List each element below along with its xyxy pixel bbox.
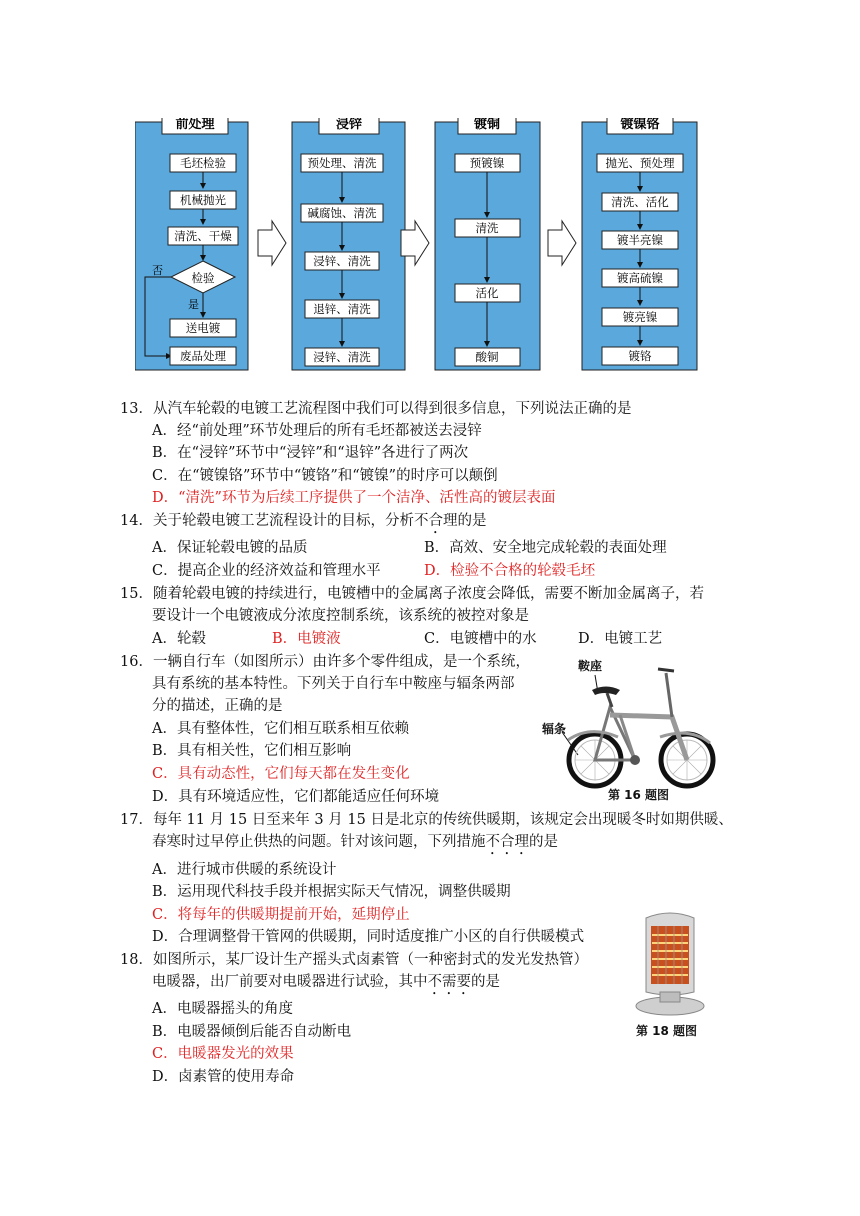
svg-text:镀铜: 镀铜 — [473, 118, 501, 132]
q16-option-d[interactable]: D．具有环境适应性，它们都能适应任何环境 — [152, 789, 440, 805]
question-16-stem: 16．一辆自行车（如图所示）由许多个零件组成，是一个系统， — [120, 654, 530, 670]
q15-option-d[interactable]: D．电镀工艺 — [578, 631, 663, 647]
svg-text:清洗、干燥: 清洗、干燥 — [174, 229, 232, 243]
heater-illustration — [630, 910, 710, 1018]
svg-text:否: 否 — [152, 264, 163, 277]
svg-text:清洗、活化: 清洗、活化 — [611, 195, 669, 209]
q18-option-d[interactable]: D．卤素管的使用寿命 — [152, 1069, 295, 1085]
q18-option-b[interactable]: B．电暖器倾倒后能否自动断电 — [152, 1024, 352, 1040]
svg-text:预镀镍: 预镀镍 — [469, 156, 505, 170]
spoke-label: 辐条 — [542, 722, 567, 736]
q16-option-c[interactable]: C．具有动态性，它们每天都在发生变化 — [152, 766, 410, 782]
svg-text:镀铬: 镀铬 — [628, 349, 652, 363]
q13-option-c[interactable]: C．在“镀镍铬”环节中“镀铬”和“镀镍”的时序可以颠倒 — [152, 468, 498, 484]
svg-text:活化: 活化 — [475, 286, 499, 300]
svg-text:镀半亮镍: 镀半亮镍 — [617, 233, 663, 247]
q14-option-d[interactable]: D．检验不合格的轮毂毛坯 — [424, 563, 596, 579]
svg-text:送电镀: 送电镀 — [185, 321, 221, 335]
svg-text:酸铜: 酸铜 — [475, 350, 499, 364]
q17-option-d[interactable]: D．合理调整骨干管网的供暖期，同时适度推广小区的自行供暖模式 — [152, 929, 585, 945]
stage-copper — [435, 118, 540, 370]
figure-16-caption: 第 16 题图 — [608, 788, 670, 802]
svg-text:碱腐蚀、清洗: 碱腐蚀、清洗 — [307, 206, 377, 220]
svg-text:检验: 检验 — [191, 271, 215, 285]
svg-text:浸锌、清洗: 浸锌、清洗 — [313, 350, 371, 364]
svg-text:退锌、清洗: 退锌、清洗 — [313, 302, 371, 316]
svg-text:镀亮镍: 镀亮镍 — [622, 310, 658, 324]
question-16-stem-line3: 分的描述，正确的是 — [152, 698, 283, 714]
q15-option-b[interactable]: B．电镀液 — [272, 631, 341, 647]
q17-option-a[interactable]: A．进行城市供暖的系统设计 — [152, 862, 337, 878]
svg-text:镀镍铬: 镀镍铬 — [620, 118, 660, 132]
q13-option-b[interactable]: B．在“浸锌”环节中“浸锌”和“退锌”各进行了两次 — [152, 445, 469, 461]
q18-option-a[interactable]: A．电暖器摇头的角度 — [152, 1001, 293, 1017]
question-16-stem-line2: 具有系统的基本特性。下列关于自行车中鞍座与辐条两部 — [152, 676, 515, 692]
q14-option-b[interactable]: B．高效、安全地完成轮毂的表面处理 — [424, 540, 667, 556]
bicycle-figure — [540, 655, 730, 805]
svg-text:毛坯检验: 毛坯检验 — [180, 156, 226, 170]
stage-pretreatment — [135, 118, 248, 370]
q14-option-c[interactable]: C．提高企业的经济效益和管理水平 — [152, 563, 381, 579]
flowchart-svg — [135, 118, 735, 373]
svg-text:是: 是 — [188, 298, 199, 311]
svg-text:浸锌: 浸锌 — [335, 118, 363, 132]
q15-option-c[interactable]: C．电镀槽中的水 — [424, 631, 537, 647]
stage-nickel-chrome — [582, 118, 697, 370]
stage-title: 前处理 — [175, 118, 215, 132]
process-flowchart — [135, 118, 735, 373]
question-18-stem-line2: 电暖器，出厂前要对电暖器进行试验，其中不需要的是 — [152, 974, 500, 990]
question-15-stem: 15．随着轮毂电镀的持续进行，电镀槽中的金属离子浓度会降低，需要不断加金属离子，若 — [120, 586, 704, 602]
svg-text:镀高硫镍: 镀高硫镍 — [617, 271, 663, 285]
saddle-label: 鞍座 — [578, 659, 603, 673]
figure-18-caption: 第 18 题图 — [636, 1024, 698, 1038]
q17-option-b[interactable]: B．运用现代科技手段并根据实际天气情况，调整供暖期 — [152, 884, 511, 900]
q18-option-c[interactable]: C．电暖器发光的效果 — [152, 1046, 294, 1062]
question-17-stem-line2: 春寒时过早停止供热的问题。针对该问题，下列措施不合理的是 — [152, 834, 558, 850]
svg-text:清洗: 清洗 — [475, 221, 499, 235]
question-14-stem: 14．关于轮毂电镀工艺流程设计的目标，分析不合理的是 — [120, 513, 487, 529]
svg-text:抛光、预处理: 抛光、预处理 — [605, 156, 675, 170]
question-15-stem-line2: 要设计一个电镀液成分浓度控制系统，该系统的被控对象是 — [152, 608, 529, 624]
q14-option-a[interactable]: A．保证轮毂电镀的品质 — [152, 540, 308, 556]
q17-option-c[interactable]: C．将每年的供暖期提前开始，延期停止 — [152, 907, 410, 923]
q13-option-d[interactable]: D．“清洗”环节为后续工序提供了一个洁净、活性高的镀层表面 — [152, 490, 556, 506]
svg-text:机械抛光: 机械抛光 — [180, 193, 226, 207]
question-17-stem: 17．每年 11 月 15 日至来年 3 月 15 日是北京的传统供暖期，该规定会出现暖冬时如期供暖、 — [120, 812, 733, 828]
svg-text:废品处理: 废品处理 — [180, 349, 226, 363]
svg-text:预处理、清洗: 预处理、清洗 — [307, 156, 377, 170]
stage-zincate — [292, 118, 405, 370]
q13-option-a[interactable]: A．经“前处理”环节处理后的所有毛坯都被送去浸锌 — [152, 423, 482, 439]
bicycle-illustration — [540, 655, 730, 790]
q15-option-a[interactable]: A．轮毂 — [152, 631, 206, 647]
q16-option-b[interactable]: B．具有相关性，它们相互影响 — [152, 743, 352, 759]
svg-text:浸锌、清洗: 浸锌、清洗 — [313, 254, 371, 268]
question-13-stem: 13．从汽车轮毂的电镀工艺流程图中我们可以得到很多信息，下列说法正确的是 — [120, 401, 632, 417]
question-18-stem: 18．如图所示，某厂设计生产摇头式卤素管（一种密封式的发光发热管） — [120, 952, 588, 968]
q16-option-a[interactable]: A．具有整体性，它们相互联系相互依赖 — [152, 721, 409, 737]
heater-figure — [630, 910, 710, 1038]
